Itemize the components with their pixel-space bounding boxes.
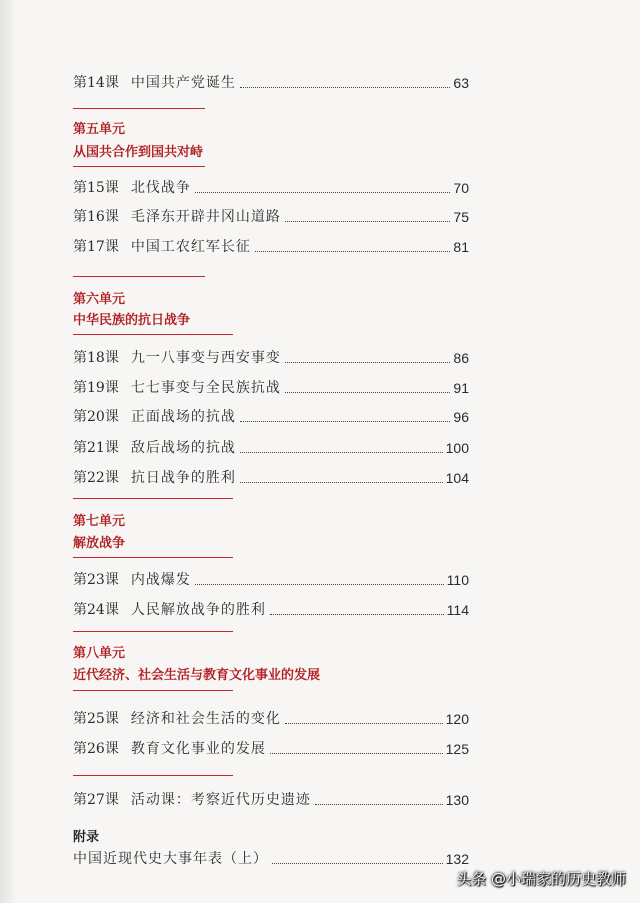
lesson-number: 第25课: [73, 711, 119, 727]
page-number: 120: [445, 711, 469, 727]
unit-label: 第七单元: [73, 514, 126, 529]
toc-entry[interactable]: [73, 204, 469, 226]
lesson-number: 第14课: [73, 75, 119, 91]
lesson-title: 七七事变与全民族抗战: [130, 380, 281, 396]
dot-leader: [255, 251, 451, 252]
toc-entry-appendix[interactable]: [73, 846, 469, 868]
lesson-number: 第21课: [73, 440, 119, 456]
unit-label: 第八单元: [73, 646, 126, 661]
dot-leader: [195, 584, 444, 585]
lesson-title: 人民解放战争的胜利: [130, 602, 266, 618]
page-number: 110: [446, 572, 469, 588]
toc-entry[interactable]: [73, 175, 469, 197]
dot-leader: [240, 452, 443, 453]
lesson-title: 经济和社会生活的变化: [130, 711, 281, 727]
lesson-title: 敌后战场的抗战: [130, 440, 236, 456]
lesson-number: 第16课: [73, 209, 119, 225]
toc-entry[interactable]: [73, 404, 469, 426]
dot-leader: [270, 753, 443, 754]
lesson-title: 正面战场的抗战: [130, 409, 236, 425]
page-number: 100: [445, 440, 469, 456]
unit-divider: [73, 631, 233, 632]
lesson-title: 中国共产党诞生: [130, 75, 236, 91]
unit-label: 第六单元: [73, 292, 126, 307]
lesson-title: 教育文化事业的发展: [130, 741, 266, 757]
toc-entry[interactable]: [73, 435, 469, 457]
unit-title: 中华民族的抗日战争: [73, 313, 191, 328]
toc-entry[interactable]: [73, 234, 469, 256]
page-edge-shadow: [0, 0, 16, 903]
unit-divider: [73, 690, 233, 691]
toc-entry[interactable]: [73, 70, 469, 92]
page-number: 91: [453, 380, 469, 396]
dot-leader: [285, 723, 443, 724]
page-number: 81: [453, 239, 469, 255]
toc-entry[interactable]: [73, 706, 469, 728]
dot-leader: [285, 221, 451, 222]
lesson-title: 九一八事变与西安事变: [130, 350, 281, 366]
unit-title: 近代经济、社会生活与教育文化事业的发展: [73, 668, 321, 683]
lesson-title: 毛泽东开辟井冈山道路: [130, 209, 281, 225]
page-number: 125: [445, 741, 469, 757]
unit-divider: [73, 334, 233, 335]
toc-entry[interactable]: [73, 567, 469, 589]
toc-entry[interactable]: [73, 375, 469, 397]
unit-title: 解放战争: [73, 536, 126, 551]
unit-divider: [73, 557, 233, 558]
lesson-title: 活动课：考察近代历史遗迹: [130, 792, 311, 808]
lesson-number: 第15课: [73, 180, 119, 196]
lesson-number: 第24课: [73, 602, 119, 618]
toc-entry[interactable]: [73, 345, 469, 367]
unit-title: 从国共合作到国共对峙: [73, 145, 204, 160]
unit-divider: [73, 166, 205, 167]
page-number: 132: [445, 851, 469, 867]
unit-divider: [73, 498, 233, 499]
unit-label: 第五单元: [73, 122, 126, 137]
toc-entry[interactable]: [73, 597, 469, 619]
page-number: 86: [453, 350, 469, 366]
unit-divider: [73, 108, 205, 109]
lesson-number: 第26课: [73, 741, 119, 757]
lesson-number: 第27课: [73, 792, 119, 808]
appendix-title: 中国近现代史大事年表（上）: [73, 851, 268, 867]
lesson-number: 第22课: [73, 470, 119, 486]
page-number: 70: [453, 180, 469, 196]
unit-divider: [73, 775, 233, 776]
dot-leader: [315, 804, 443, 805]
lesson-title: 抗日战争的胜利: [130, 470, 236, 486]
lesson-title: 内战爆发: [130, 572, 191, 588]
dot-leader: [240, 482, 443, 483]
dot-leader: [195, 192, 451, 193]
lesson-number: 第18课: [73, 350, 119, 366]
page-number: 130: [445, 792, 469, 808]
toc-entry[interactable]: [73, 465, 469, 487]
dot-leader: [240, 421, 451, 422]
page-number: 63: [453, 75, 469, 91]
lesson-number: 第17课: [73, 239, 119, 255]
toc-entry[interactable]: [73, 736, 469, 758]
page-number: 104: [445, 470, 469, 486]
appendix-label: 附录: [73, 830, 100, 845]
toc-entry[interactable]: [73, 787, 469, 809]
dot-leader: [270, 614, 444, 615]
lesson-title: 北伐战争: [130, 180, 191, 196]
dot-leader: [240, 87, 451, 88]
dot-leader: [272, 863, 443, 864]
lesson-number: 第20课: [73, 409, 119, 425]
dot-leader: [285, 392, 451, 393]
page-number: 96: [453, 409, 469, 425]
lesson-number: 第19课: [73, 380, 119, 396]
page-number: 75: [453, 209, 469, 225]
lesson-title: 中国工农红军长征: [130, 239, 251, 255]
unit-divider: [73, 276, 205, 277]
lesson-number: 第23课: [73, 572, 119, 588]
dot-leader: [285, 362, 451, 363]
source-watermark: 头条 @小瑞家的历史教师: [456, 870, 626, 888]
page-number: 114: [446, 602, 469, 618]
